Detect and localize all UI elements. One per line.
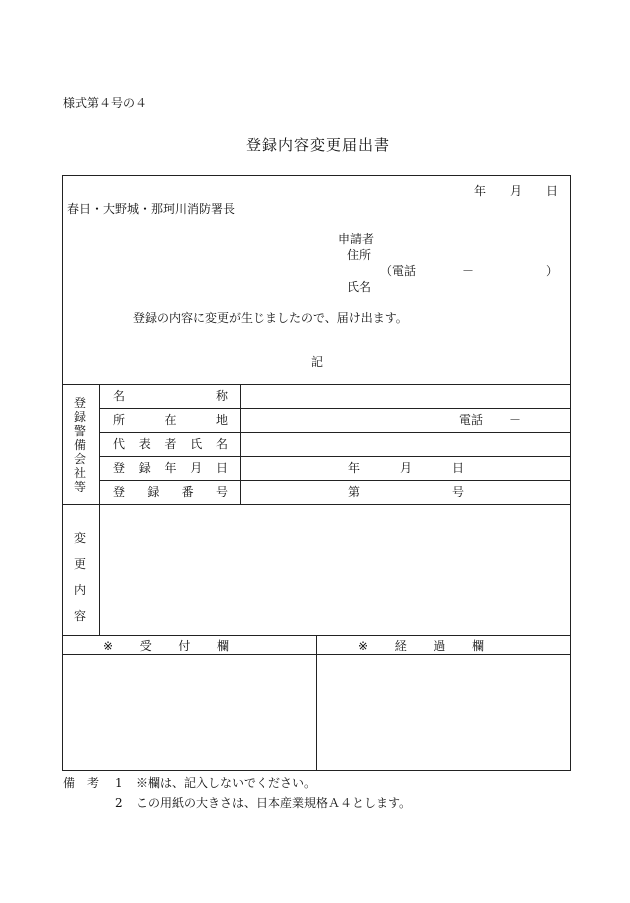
note-2-number: 2 <box>115 796 123 810</box>
reg-number-prefix: 第 <box>348 485 361 499</box>
address-label: 住所 <box>347 248 372 262</box>
ki-mark: 記 <box>311 355 324 369</box>
company-side-divider <box>99 384 100 504</box>
statement: 登録の内容に変更が生じましたので、届け出ます。 <box>133 311 408 325</box>
row-label-registration-date: 登 録 年 月 日 <box>113 461 228 475</box>
reg-number-suffix: 号 <box>452 485 465 499</box>
row-label-name: 名 称 <box>113 389 228 403</box>
addressee: 春日・大野城・那珂川消防署長 <box>67 202 236 216</box>
applicant-label: 申請者 <box>338 232 375 246</box>
reg-date-month: 月 <box>400 461 413 475</box>
date-day-label: 日 <box>545 184 558 198</box>
company-section-top-line <box>62 384 571 385</box>
company-section-bottom-line <box>62 504 571 505</box>
submission-date <box>474 184 558 198</box>
form-title: 登録内容変更届出書 <box>246 136 391 154</box>
date-month-label: 月 <box>509 184 522 198</box>
row-line-1 <box>99 408 571 409</box>
row-line-2 <box>99 432 571 433</box>
phone-open: （電話 <box>380 264 417 278</box>
row-label-registration-number: 登 録 番 号 <box>113 485 228 499</box>
company-phone-dash: － <box>509 413 522 427</box>
company-label-divider <box>240 384 241 504</box>
row-label-representative: 代 表 者 氏 名 <box>113 437 228 451</box>
reg-date-day: 日 <box>452 461 465 475</box>
company-phone-label: 電話 <box>459 413 484 427</box>
name-label: 氏名 <box>347 280 372 294</box>
office-use-header-line <box>62 654 571 655</box>
office-use-divider <box>316 635 317 771</box>
change-side-label: 変 更 内 容 <box>73 531 86 623</box>
date-year-label: 年 <box>474 184 487 198</box>
row-line-3 <box>99 456 571 457</box>
reception-header: ※ 受 付 欄 <box>103 639 229 653</box>
phone-dash: － <box>462 264 475 278</box>
company-side-label: 登 録 警 備 会 社 等 <box>73 396 86 494</box>
note-1-number: 1 <box>115 776 123 790</box>
row-label-address: 所 在 地 <box>113 413 228 427</box>
reg-date-year: 年 <box>348 461 361 475</box>
phone-close: ） <box>546 264 559 278</box>
progress-header: ※ 経 過 欄 <box>358 639 484 653</box>
notes-label: 備 考 <box>63 776 100 790</box>
change-side-divider <box>99 504 100 635</box>
note-2-text: この用紙の大きさは、日本産業規格Ａ４とします。 <box>136 796 412 810</box>
form-number: 様式第４号の４ <box>63 96 148 110</box>
note-1-text: ※欄は、記入しないでください。 <box>136 776 317 790</box>
row-line-4 <box>99 480 571 481</box>
